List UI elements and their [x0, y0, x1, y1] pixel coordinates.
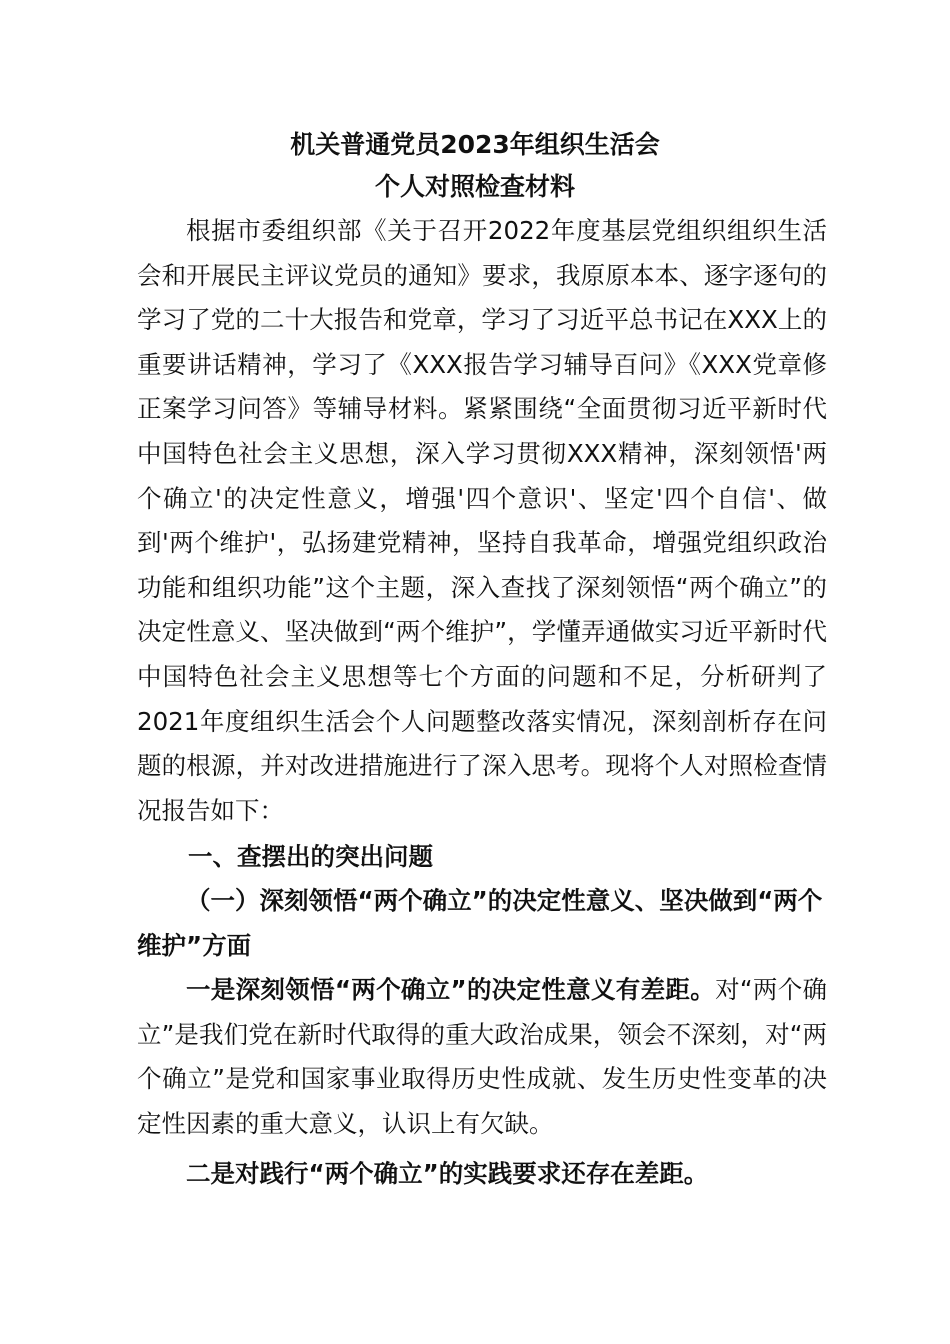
document-title-line1: 机关普通党员2023年组织生活会 [290, 130, 660, 159]
intro-paragraph: 根据市委组织部《关于召开2022年度基层党组织组织生活会和开展民主评议党员的通知》要求，我原原本本、逐字逐句的学习了党的二十大报告和党章，学习了习近平总书记在XXX上的重要讲话精神，学习了《XXX报告学习辅导百问》《XXX党章修正案学习问答》等辅导材料。紧紧围绕“全面贯彻习近平新时代中国特色社会主义思想，深入学习贯彻XXX精神，深刻领悟'两个确立'的决定性意义，增强'四个意识'、坚定'四个自信'、做到'两个维护'，弘扬建党精神，坚持自我革命，增强党组织政治功能和组织功能”这个主题，深入查找了深刻领悟“两个确立”的决定性意义、坚决做到“两个维护”，学懂弄通做实习近平新时代中国特色社会主义思想等七个方面的问题和不足，分析研判了2021年度组织生活会个人问题整改落实情况，深刻剖析存在问题的根源，并对改进措施进行了深入思考。现将个人对照检查情况报告如下： [137, 216, 827, 825]
section1-heading: 一、查摆出的突出问题 [188, 842, 433, 871]
document-title-line2: 个人对照检查材料 [374, 172, 575, 201]
point2-paragraph [137, 1152, 827, 1197]
point1-lead: 一是深刻领悟“两个确立”的决定性意义有差距。 [186, 975, 716, 1004]
point2-lead: 二是对践行“两个确立”的实践要求还存在差距。 [186, 1159, 709, 1188]
point1-body: 对“两个确立”是我们党在新时代取得的重大政治成果，领会不深刻，对“两个确立”是党和国家事业取得历史性成就、发生历史性变革的决定性因素的重大意义，认识上有欠缺。 [137, 975, 827, 1138]
point1-paragraph [137, 968, 827, 1146]
subsection1-heading: （一）深刻领悟“两个确立”的决定性意义、坚决做到“两个维护”方面 [137, 886, 823, 960]
